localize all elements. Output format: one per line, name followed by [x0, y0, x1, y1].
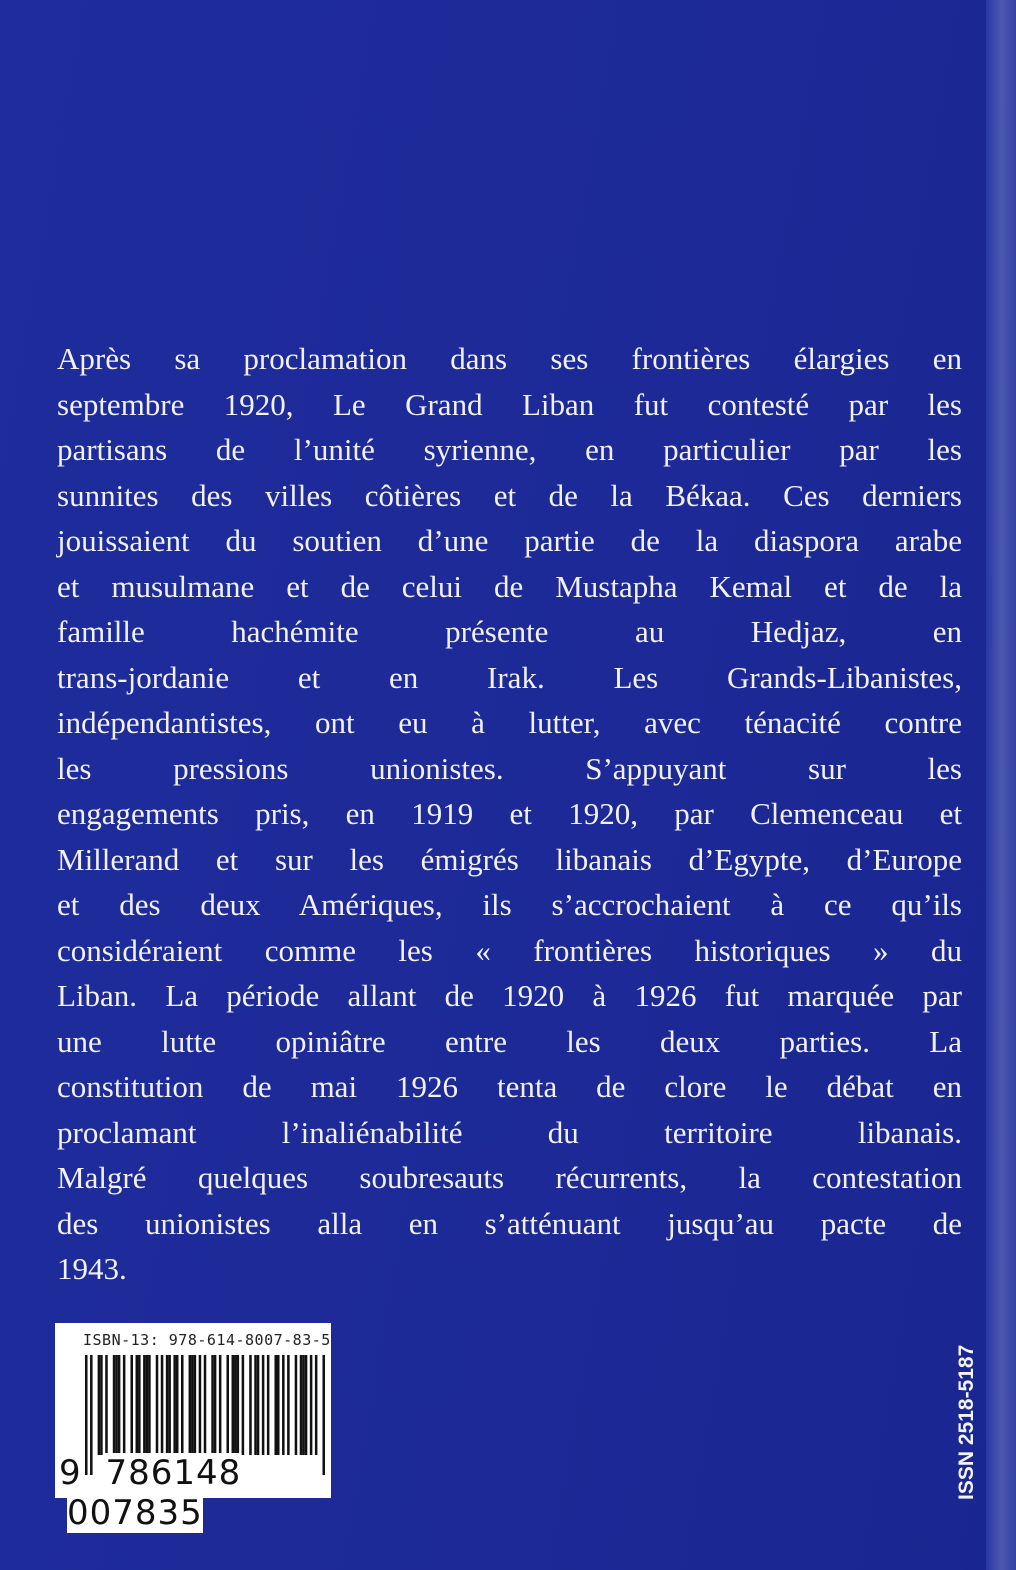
- barcode-digits-left: 786148: [105, 1453, 242, 1493]
- barcode-bar: [254, 1355, 257, 1455]
- barcode-bar: [115, 1355, 118, 1455]
- barcode-bar: [156, 1355, 159, 1455]
- blurb-line: 1943.: [57, 1251, 127, 1286]
- barcode-digit-first: 9: [59, 1453, 82, 1493]
- blurb-line: sunnites des villes côtières et de la Békaa. Ces derniers: [57, 477, 962, 513]
- blurb-line: partisans de l’unité syrienne, en particulier par les: [57, 432, 962, 467]
- barcode-bar: [199, 1355, 202, 1455]
- barcode-bar: [315, 1355, 318, 1455]
- barcode-bar: [262, 1355, 265, 1455]
- blurb-line: et des deux Amériques, ils s’accrochaient à ce qu’ils: [57, 887, 962, 922]
- blurb-line: Liban. La période allant de 1920 à 1926 fut marquée par: [57, 978, 962, 1013]
- barcode-bar: [249, 1355, 252, 1455]
- barcode-bar: [118, 1355, 121, 1455]
- blurb-line: Après sa proclamation dans ses frontières élargies en: [57, 341, 962, 376]
- blurb-line: jouissaient du soutien d’une partie de la diaspora arabe: [57, 523, 962, 558]
- barcode-bar: [305, 1355, 308, 1455]
- barcode-bar: [98, 1355, 101, 1455]
- barcode-bar: [257, 1355, 260, 1455]
- blurb-line: trans-jordanie et en Irak. Les Grands-Libanistes,: [57, 659, 962, 695]
- book-spine-edge: [986, 0, 1016, 1570]
- barcode-bar: [176, 1355, 179, 1455]
- blurb-line: et musulmane et de celui de Mustapha Kemal et de la: [57, 568, 962, 604]
- issn-number: ISSN 2518-5187: [955, 1344, 978, 1500]
- blurb-line: une lutte opiniâtre entre les deux parties. La: [57, 1023, 962, 1059]
- blurb-line: septembre 1920, Le Grand Liban fut contesté par les: [57, 386, 962, 422]
- barcode-bar: [234, 1355, 237, 1455]
- barcode-bar: [105, 1355, 108, 1455]
- barcode-bar: [310, 1355, 313, 1455]
- barcode-bar: [219, 1355, 222, 1455]
- barcode-bar: [214, 1355, 217, 1455]
- barcode-bar: [161, 1355, 164, 1455]
- blurb-line: des unionistes alla en s’atténuant jusqu’au pacte de: [57, 1205, 962, 1241]
- barcode-bar: [237, 1355, 240, 1455]
- barcode-bar: [274, 1355, 277, 1455]
- blurb-line: les pressions unionistes. S’appuyant sur les: [57, 750, 962, 786]
- blurb-line: constitution de mai 1926 tenta de clore le débat en: [57, 1069, 962, 1104]
- barcode-digits-right: 007835: [67, 1493, 203, 1533]
- back-cover-blurb: [57, 336, 962, 1292]
- barcode-bar: [130, 1355, 133, 1455]
- blurb-line: Millerand et sur les émigrés libanais d’Egypte, d’Europe: [57, 841, 962, 877]
- barcode-bar: [242, 1355, 245, 1455]
- barcode-bar: [282, 1355, 285, 1455]
- barcode-bar: [194, 1355, 197, 1455]
- isbn-barcode: [55, 1323, 331, 1533]
- barcode-bar: [300, 1355, 303, 1455]
- barcode-bar: [287, 1355, 290, 1455]
- barcode-bar: [168, 1355, 171, 1455]
- blurb-line: engagements pris, en 1919 et 1920, par Clemenceau et: [57, 796, 962, 831]
- barcode-bar: [123, 1355, 126, 1455]
- barcode-bar: [100, 1355, 103, 1455]
- barcode-bar: [173, 1355, 176, 1455]
- barcode-bar: [138, 1355, 141, 1455]
- barcode-bar: [267, 1355, 270, 1455]
- blurb-line: indépendantistes, ont eu à lutter, avec ténacité contre: [57, 705, 962, 740]
- barcode-bar: [181, 1355, 184, 1455]
- barcode-bar: [302, 1355, 305, 1455]
- barcode-bar: [277, 1355, 280, 1455]
- blurb-line: Malgré quelques soubresauts récurrents, la contestation: [57, 1160, 962, 1195]
- barcode-bar: [191, 1355, 194, 1455]
- barcode-bar: [295, 1355, 298, 1455]
- isbn-label: ISBN-13: 978-614-8007-83-5: [83, 1331, 331, 1349]
- barcode-bar: [166, 1355, 169, 1455]
- barcode-bar: [211, 1355, 214, 1455]
- barcode-bar: [113, 1355, 116, 1455]
- barcode-bar: [189, 1355, 192, 1455]
- barcode-bar: [143, 1355, 146, 1455]
- barcode-bar: [136, 1355, 139, 1455]
- blurb-line: considéraient comme les « frontières historiques » du: [57, 932, 962, 968]
- barcode-bar: [226, 1355, 229, 1455]
- blurb-line: famille hachémite présente au Hedjaz, en: [57, 614, 962, 649]
- barcode-digits: [59, 1453, 331, 1533]
- barcode-bar: [148, 1355, 151, 1455]
- barcode-bar: [232, 1355, 235, 1455]
- barcode-bar: [146, 1355, 149, 1455]
- blurb-line: proclamant l’inaliénabilité du territoire libanais.: [57, 1114, 962, 1150]
